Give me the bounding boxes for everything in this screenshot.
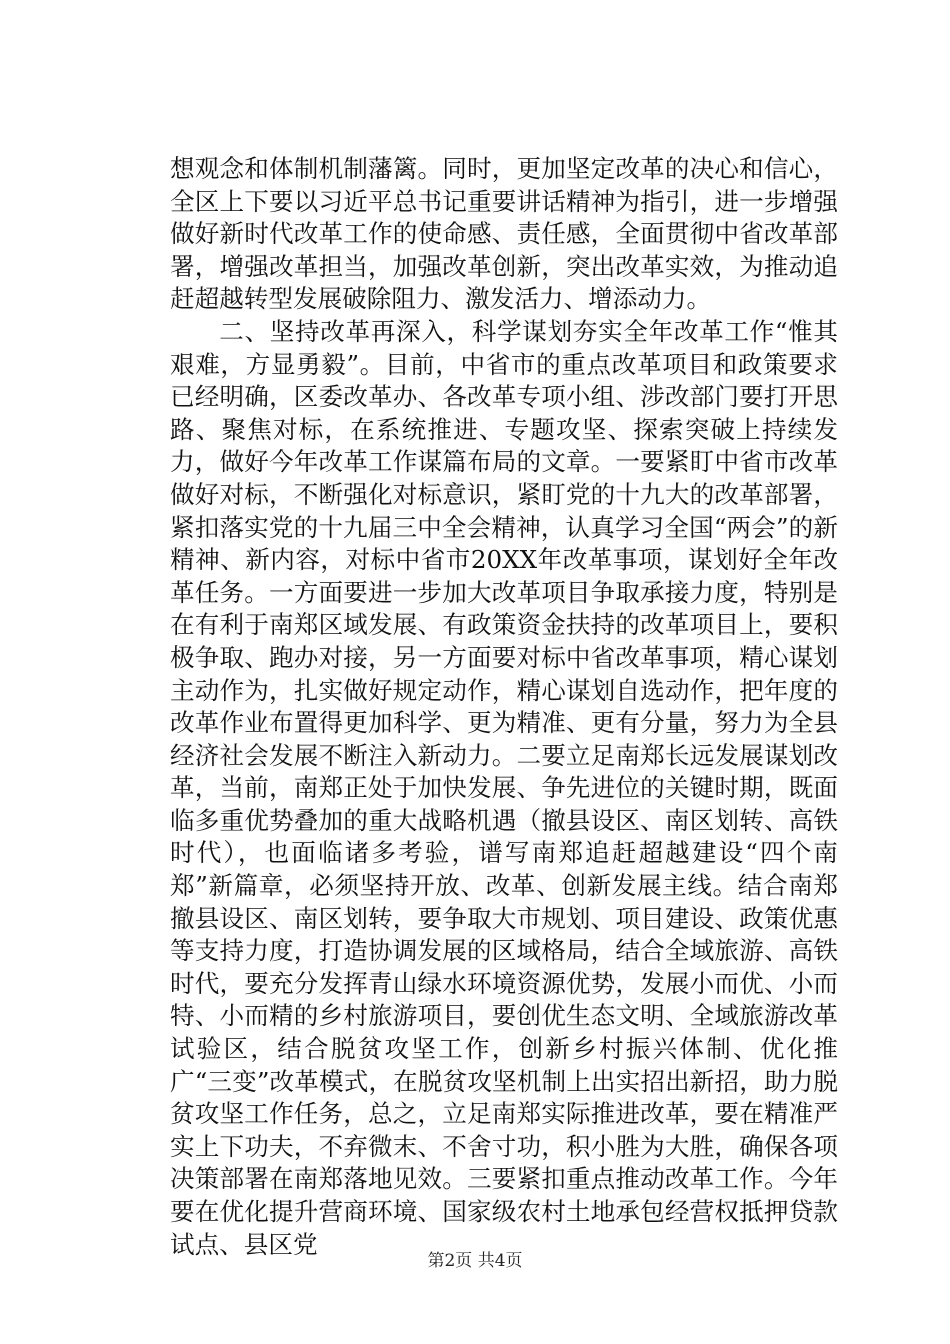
paragraph-section-two: 二、坚持改革再深入，科学谋划夯实全年改革工作“惟其艰难，方显勇毅”。目前，中省市的重点改革项目和政策要求已经明确，区委改革办、各改革专项小组、涉改部门要打开思路、聚焦对标，在系统推进、专题攻坚、探索突破上持续发力，做好今年改革工作谋篇布局的文章。一要紧盯中省市改革做好对标，不断强化对标意识，紧盯党的十九大的改革部署，紧扣落实党的十九届三中全会精神，认真学习全国“两会”的新精神、新内容，对标中省市20XX年改革事项，谋划好全年改革任务。一方面要进一步加大改革项目争取承接力度，特别是在有利于南郑区域发展、有政策资金扶持的改革项目上，要积极争取、跑办对接，另一方面要对标中省改革事项，精心谋划主动作为，扎实做好规定动作，精心谋划自选动作，把年度的改革作业布置得更加科学、更为精准、更有分量，努力为全县经济社会发展不断注入新动力。二要立足南郑长远发展谋划改革，当前，南郑正处于加快发展、争先进位的关键时期，既面临多重优势叠加的重大战略机遇（撤县设区、南区划转、高铁时代），也面临诸多考验，谱写南郑追赶超越建设“四个南郑”新篇章，必须坚持开放、改革、创新发展主线。结合南郑撤县设区、南区划转，要争取大市规划、项目建设、政策优惠等支持力度，打造协调发展的区域格局，结合全域旅游、高铁时代，要充分发挥青山绿水环境资源优势，发展小而优、小而特、小而精的乡村旅游项目，要创优生态文明、全域旅游改革试验区，结合脱贫攻坚工作，创新乡村振兴体制、优化推广“三变”改革模式，在脱贫攻坚机制上出实招出新招，助力脱贫攻坚工作任务，总之，立足南郑实际推进改革，要在精准严实上下功夫，不弃微末、不舍寸功，积小胜为大胜，确保各项决策部署在南郑落地见效。三要紧扣重点推动改革工作。今年要在优化提升营商环境、国家级农村土地承包经营权抵押贷款试点、县区党: [170, 316, 838, 1259]
page-number: 第2页 共4页: [427, 1251, 523, 1271]
document-body: [170, 153, 838, 1261]
page-footer: [0, 1246, 950, 1271]
paragraph-continuation: 想观念和体制机制藩篱。同时，更加坚定改革的决心和信心，全区上下要以习近平总书记重要讲话精神为指引，进一步增强做好新时代改革工作的使命感、责任感，全面贯彻中省改革部署，增强改革担当，加强改革创新，突出改革实效，为推动追赶超越转型发展破除阻力、激发活力、增添动力。: [170, 154, 838, 314]
